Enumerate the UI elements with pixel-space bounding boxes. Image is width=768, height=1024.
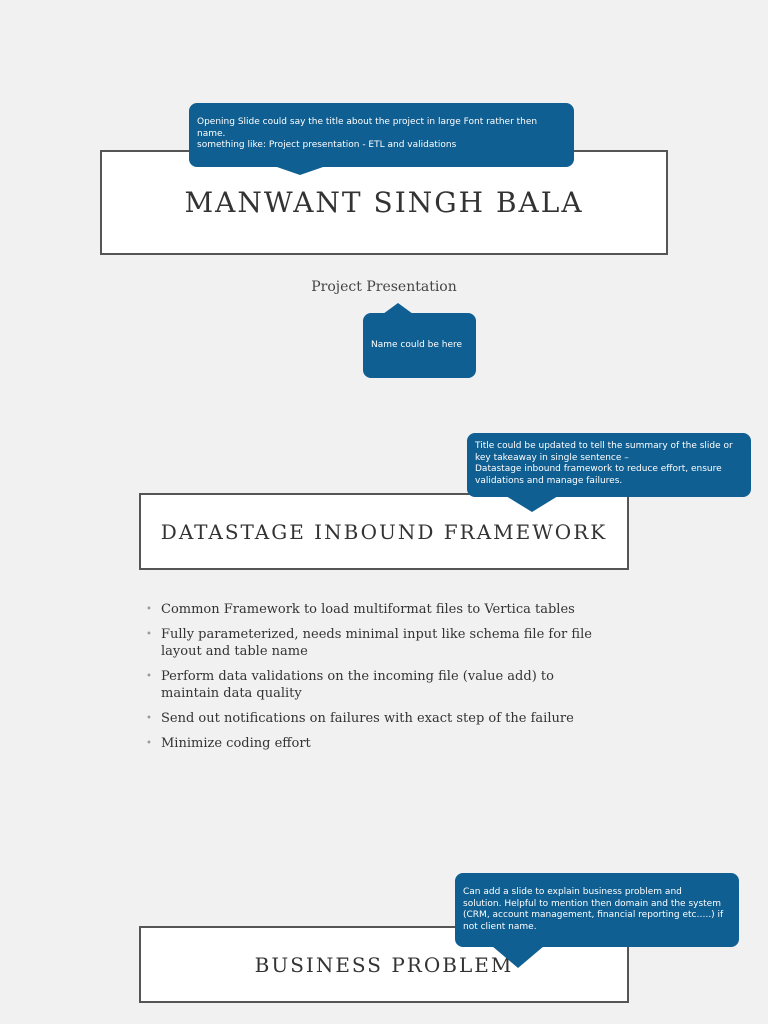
- comment-line: (CRM, account management, financial reporting etc…..) if: [463, 910, 724, 920]
- list-item: [146, 626, 616, 660]
- list-item: [146, 601, 616, 618]
- bullet-text: Common Framework to load multiformat files to Vertica tables: [161, 602, 575, 617]
- bullet-marker: •: [146, 738, 152, 749]
- list-item: [146, 735, 616, 752]
- bullet-marker: •: [146, 671, 152, 682]
- bullet-list: [146, 601, 616, 760]
- slide-3-title: BUSINESS PROBLEM: [254, 952, 514, 977]
- comment-line: key takeaway in single sentence –: [475, 452, 629, 463]
- bullet-marker: •: [146, 604, 152, 615]
- bullet-marker: •: [146, 629, 152, 640]
- bullet-marker: •: [146, 713, 152, 724]
- comment-callout-opening-slide[interactable]: [189, 103, 574, 167]
- slide-2-title: DATASTAGE INBOUND FRAMEWORK: [160, 519, 608, 544]
- list-item: [146, 710, 616, 727]
- bullet-text: Perform data validations on the incoming file (value add) to maintain data quality: [161, 669, 554, 701]
- bullet-text: Fully parameterized, needs minimal input like schema file for file layout and table name: [161, 627, 592, 659]
- callout-tail: [506, 496, 558, 512]
- comment-line: name.: [197, 128, 226, 139]
- comment-callout-business-problem[interactable]: [455, 873, 739, 947]
- comment-line: validations and manage failures.: [475, 475, 623, 486]
- callout-tail: [274, 166, 326, 175]
- comment-callout-name[interactable]: [363, 313, 476, 378]
- comment-line: Can add a slide to explain business problem and: [463, 887, 682, 897]
- comment-line: Opening Slide could say the title about the project in large Font rather then: [197, 117, 538, 127]
- comment-line: solution. Helpful to mention then domain and the system: [463, 898, 721, 909]
- slide-1-title: MANWANT SINGH BALA: [184, 186, 584, 219]
- slide-1-subtitle: Project Presentation: [311, 279, 457, 295]
- bullet-text: Minimize coding effort: [161, 736, 311, 751]
- comment-callout-slide-2-title[interactable]: [467, 433, 751, 497]
- comment-line: not client name.: [463, 921, 537, 932]
- comment-line: Datastage inbound framework to reduce effort, ensure: [475, 464, 722, 474]
- comment-line: something like: Project presentation - ETL and validations: [197, 140, 457, 150]
- comment-line: Title could be updated to tell the summary of the slide or: [475, 441, 733, 451]
- callout-tail: [492, 946, 544, 968]
- comment-line: Name could be here: [371, 339, 463, 350]
- bullet-text: Send out notifications on failures with exact step of the failure: [161, 711, 574, 726]
- list-item: [146, 668, 616, 702]
